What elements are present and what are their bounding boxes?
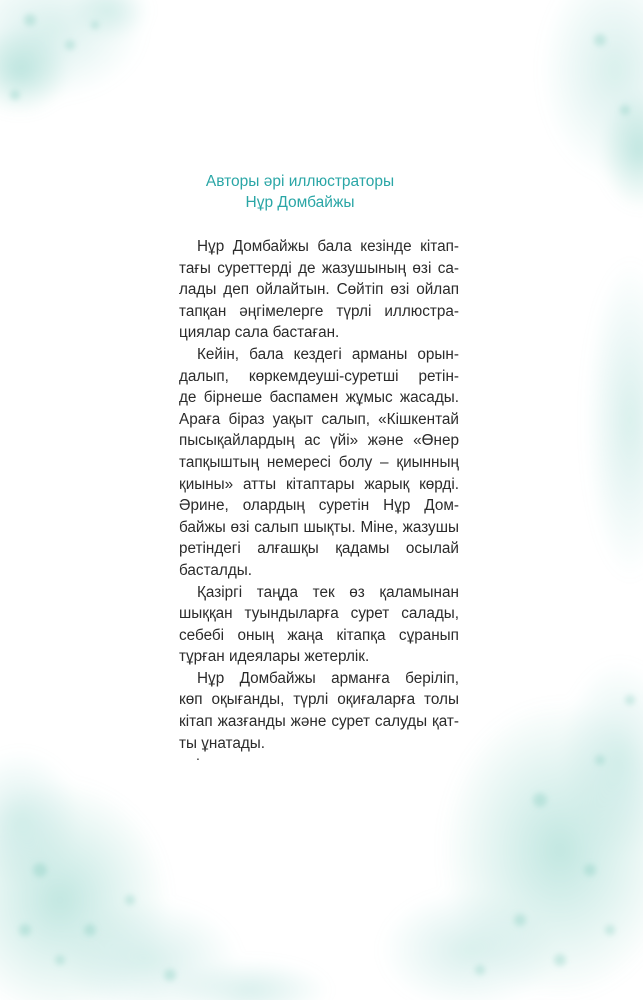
word: Міне, <box>360 518 398 536</box>
word: кітап <box>179 713 213 731</box>
word: Қазіргі <box>197 583 243 601</box>
word: жасады. <box>399 389 459 407</box>
heading-line-2: Нұр Домбайжы <box>245 194 355 211</box>
word: арманға <box>331 669 390 687</box>
word: ойлап <box>416 281 459 299</box>
word: олардың <box>242 497 305 515</box>
text-line <box>179 344 459 366</box>
word: Нұр <box>383 497 411 515</box>
word: оның <box>237 626 274 644</box>
word: кездегі <box>293 345 342 363</box>
word: кезінде <box>360 238 412 255</box>
word: және <box>290 713 327 731</box>
word: Дом- <box>424 497 459 515</box>
word: толы <box>424 691 459 709</box>
word: қиынның <box>396 453 459 471</box>
word: салып <box>254 518 299 536</box>
word: тапқыштың <box>179 453 260 471</box>
word: деп <box>223 281 250 299</box>
word: ойлайтын. <box>255 281 330 299</box>
word: беріліп, <box>405 669 459 687</box>
text-line <box>179 689 459 711</box>
word: болу <box>338 453 373 471</box>
word: кітап- <box>420 238 459 255</box>
author-heading <box>0 171 600 213</box>
word: бала <box>249 345 284 363</box>
text-line <box>179 236 459 258</box>
word: қиыны» <box>179 475 234 493</box>
word: арманы <box>351 345 408 363</box>
word: Нұр <box>197 238 225 255</box>
text-line: ты ұнатады. <box>179 734 266 752</box>
word: түрлі <box>336 302 372 320</box>
word: шыққан <box>179 605 233 623</box>
word: алғашқы <box>257 540 319 558</box>
word: оқиғаларға <box>337 691 416 709</box>
word: өзі <box>230 518 250 536</box>
text-line: тұрған идеялары жетерлік. <box>179 648 370 666</box>
text-line <box>179 625 459 647</box>
word: біраз <box>228 410 265 428</box>
word: өзі <box>390 281 410 299</box>
word: тапқан <box>179 302 227 320</box>
paragraph-3 <box>179 582 459 668</box>
word: ас <box>304 432 321 450</box>
text-line <box>179 279 459 301</box>
word: жұмыс <box>345 389 393 407</box>
text-line <box>179 603 459 625</box>
word: бірнеше <box>203 389 263 407</box>
word: Кейін, <box>197 345 240 363</box>
word: Әрине, <box>179 497 229 515</box>
word: оқығанды, <box>211 691 285 709</box>
word: көркемдеуші-суретші <box>248 367 399 385</box>
word: қат- <box>432 713 459 731</box>
text-line <box>179 538 459 560</box>
word: өзі <box>412 259 432 277</box>
end-mark: . <box>196 747 200 763</box>
text-line <box>179 452 459 474</box>
word: түрлі <box>293 691 329 709</box>
text-line <box>179 258 459 280</box>
bottom-left-watercolor <box>0 750 330 1000</box>
paragraph-1 <box>179 236 459 344</box>
word: бала <box>317 238 352 255</box>
text-line <box>179 430 459 452</box>
heading-line-1: Авторы әрі иллюстраторы <box>205 173 395 190</box>
word: орын- <box>417 345 459 363</box>
text-line <box>179 366 459 388</box>
word: суретін <box>318 497 370 515</box>
word: далып, <box>179 367 229 385</box>
word: себебі <box>179 626 225 644</box>
text-line: басталды. <box>179 561 253 579</box>
text-line <box>179 495 459 517</box>
word: сурет <box>331 713 370 731</box>
top-left-watercolor <box>0 0 150 115</box>
word: суреттерді <box>217 259 292 277</box>
word: туындыларға <box>244 605 339 623</box>
text-line <box>179 668 459 690</box>
word: және <box>367 432 404 450</box>
text-line: циялар сала бастаған. <box>179 324 340 342</box>
word: иллюстра- <box>384 302 459 320</box>
paragraph-4 <box>179 668 459 754</box>
word: жаңа <box>287 626 324 644</box>
word: баспамен <box>269 389 339 407</box>
word: салуды <box>374 713 428 731</box>
word: жазушы <box>402 518 459 536</box>
word: қаламынан <box>379 583 459 601</box>
text-line <box>179 517 459 539</box>
word: өз <box>349 583 365 601</box>
word: немересі <box>266 453 331 471</box>
text-line <box>179 582 459 604</box>
word: көрді. <box>419 475 459 493</box>
word: жазғанды <box>217 713 286 731</box>
word: таңда <box>256 583 298 601</box>
word: салып, <box>321 410 371 428</box>
word: салады, <box>401 605 459 623</box>
word: ретін- <box>418 367 459 385</box>
word: Нұр <box>197 669 225 687</box>
word: қадамы <box>335 540 390 558</box>
word: әңгімелерге <box>239 302 324 320</box>
word: Араға <box>179 410 221 428</box>
word: «Өнер <box>413 432 459 450</box>
word: са- <box>437 259 459 277</box>
text-line <box>179 301 459 323</box>
word: осылай <box>405 540 459 558</box>
text-line <box>179 409 459 431</box>
word: лады <box>179 281 217 299</box>
word: көп <box>179 691 203 709</box>
word: де <box>179 389 197 407</box>
word: жарық <box>364 475 410 493</box>
word: сурет <box>350 605 390 623</box>
word: байжы <box>179 518 226 536</box>
text-line <box>179 387 459 409</box>
word: Сөйтіп <box>336 281 384 299</box>
word: «Кішкентай <box>378 410 459 428</box>
word: шықты. <box>303 518 356 536</box>
word: уақыт <box>272 410 314 428</box>
biography-text <box>179 236 459 754</box>
word: атты <box>242 475 277 493</box>
word: кітапқа <box>336 626 386 644</box>
text-line <box>179 474 459 496</box>
word: үйі» <box>330 432 359 450</box>
word: Домбайжы <box>239 669 316 687</box>
word: ретіндегі <box>179 540 241 558</box>
word: жазушының <box>321 259 407 277</box>
word: кітаптары <box>285 475 355 493</box>
word: тек <box>312 583 335 601</box>
paragraph-2 <box>179 344 459 582</box>
right-watercolor <box>585 260 643 580</box>
word: пысықайлардың <box>179 432 295 450</box>
word: Домбайжы <box>232 238 309 255</box>
word: тағы <box>179 259 211 277</box>
word: де <box>298 259 316 277</box>
text-line <box>179 711 459 733</box>
word: – <box>380 453 389 471</box>
word: сұранып <box>398 626 459 644</box>
